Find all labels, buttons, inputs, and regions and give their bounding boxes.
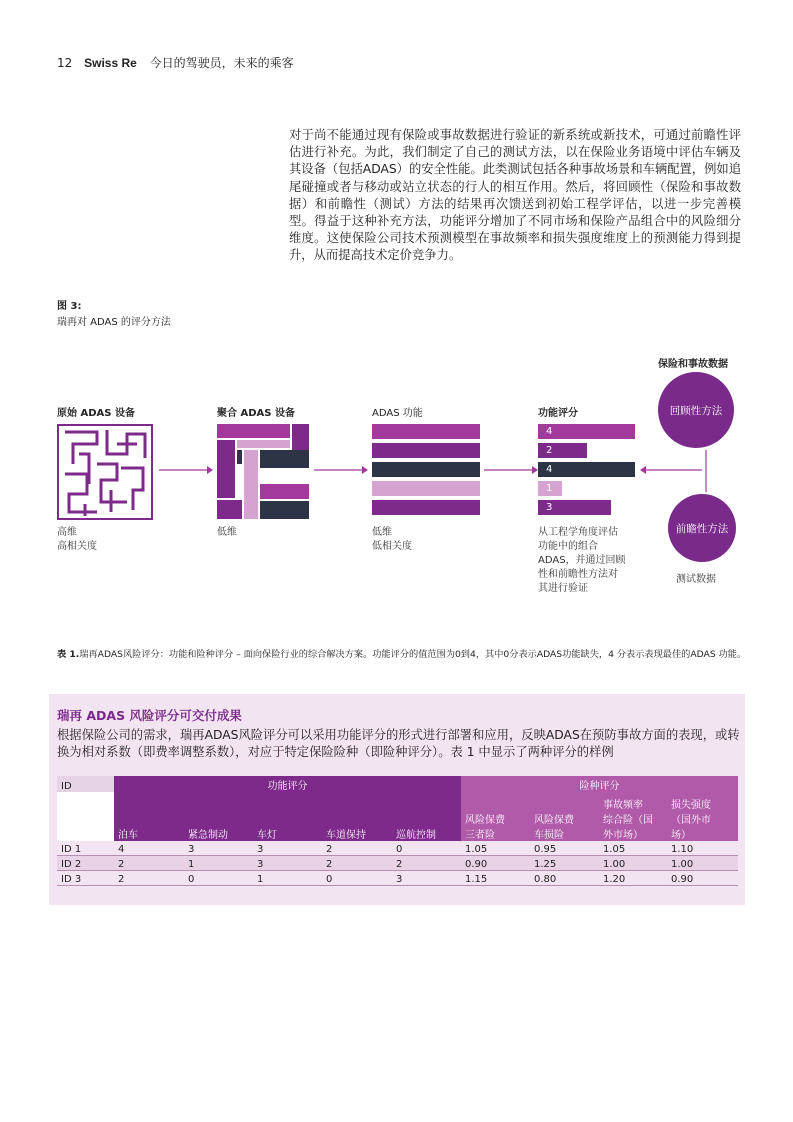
caption-line: 从工程学角度评估	[538, 527, 618, 538]
table-row	[57, 871, 738, 886]
caption-line: ADAS，并通过回顾	[538, 555, 626, 566]
score-bar: 4	[538, 462, 635, 477]
col-head-functions: ADAS 功能	[372, 408, 423, 419]
header-line: 事故频率	[603, 800, 643, 811]
header-line: 风险保费	[465, 815, 505, 826]
header-line: 损失强度	[671, 800, 711, 811]
page-header	[57, 54, 294, 71]
cell: 0.80	[530, 871, 599, 886]
arrow-icon	[310, 460, 370, 480]
cell: 1.10	[667, 841, 738, 856]
cell: 3	[184, 841, 253, 856]
arrow-icon	[155, 460, 215, 480]
cell: 1.20	[599, 871, 667, 886]
cell: 2	[392, 856, 461, 871]
table-note-lead: 表 1.	[57, 649, 80, 660]
cell: 0	[392, 841, 461, 856]
aggregated-blocks-graphic	[217, 424, 309, 519]
cell: 3	[253, 856, 322, 871]
col-head-aggregated: 聚合 ADAS 设备	[217, 408, 295, 419]
id-header: ID	[57, 776, 114, 792]
cell: 0	[322, 871, 392, 886]
risk-score-table	[57, 776, 738, 886]
cell: 0.95	[530, 841, 599, 856]
header-line: 场）	[671, 830, 691, 841]
cell: 2	[322, 856, 392, 871]
arrow-icon	[480, 460, 540, 480]
col-head-raw: 原始 ADAS 设备	[57, 408, 135, 419]
box-title: 瑞再 ADAS 风险评分可交付成果	[57, 708, 242, 723]
header-line: 外市场）	[603, 830, 643, 841]
caption-line: 性和前瞻性方法对	[538, 569, 618, 580]
row-id: ID 1	[57, 841, 114, 856]
col-parking: 泊车	[114, 792, 184, 841]
table-row	[57, 856, 738, 871]
line-score-header: 险种评分	[461, 776, 738, 792]
figure-label: 图 3:	[57, 301, 82, 312]
figure-title: 瑞再对 ADAS 的评分方法	[57, 317, 171, 328]
col-risk-premium-md	[530, 792, 599, 841]
cell: 1.15	[461, 871, 530, 886]
row-id: ID 3	[57, 871, 114, 886]
header-line: 三者险	[465, 830, 495, 841]
score-bar: 3	[538, 500, 611, 515]
caption-scores	[538, 526, 626, 596]
caption-line: 其进行验证	[538, 583, 588, 594]
header-line: （国外市	[671, 815, 711, 826]
function-bars	[372, 424, 480, 515]
col-emergency-braking: 紧急制动	[184, 792, 253, 841]
cell: 1.00	[667, 856, 738, 871]
score-bar: 2	[538, 443, 587, 458]
score-bar: 1	[538, 481, 562, 496]
cell: 3	[392, 871, 461, 886]
caption-aggregated	[217, 526, 237, 540]
table-note-text: 瑞再ADAS风险评分：功能和险种评分 – 面向保险行业的综合解决方案。功能评分的值范围为0到4，其中0分表示ADAS功能缺失，4 分表示表现最佳的ADAS 功能。	[79, 649, 747, 660]
cell: 0.90	[461, 856, 530, 871]
cell: 3	[253, 841, 322, 856]
caption-line: 高维	[57, 527, 77, 538]
cell: 0	[184, 871, 253, 886]
page-number: 12	[57, 56, 73, 70]
cell: 1	[184, 856, 253, 871]
caption-line: 低相关度	[372, 541, 412, 552]
col-severity	[667, 792, 738, 841]
score-bar: 4	[538, 424, 635, 439]
cell: 0.90	[667, 871, 738, 886]
row-id: ID 2	[57, 856, 114, 871]
col-lights: 车灯	[253, 792, 322, 841]
header-line: 风险保费	[534, 815, 574, 826]
caption-raw	[57, 526, 97, 554]
col-risk-premium-tpl	[461, 792, 530, 841]
caption-functions	[372, 526, 412, 554]
maze-icon	[57, 424, 153, 520]
caption-line: 低维	[372, 527, 392, 538]
cell: 2	[114, 856, 184, 871]
cell: 1.05	[599, 841, 667, 856]
cell: 1.00	[599, 856, 667, 871]
caption-line: 高相关度	[57, 541, 97, 552]
brand-name: Swiss Re	[84, 56, 137, 70]
function-bar	[372, 481, 480, 496]
document-title: 今日的驾驶员，未来的乘客	[149, 56, 294, 70]
id-subheader	[57, 792, 114, 841]
caption-line: 低维	[217, 527, 237, 538]
cell: 2	[114, 871, 184, 886]
score-bars	[538, 424, 635, 515]
cell: 1.25	[530, 856, 599, 871]
function-bar	[372, 443, 480, 458]
col-cruise-control: 巡航控制	[392, 792, 461, 841]
box-text: 根据保险公司的需求，瑞再ADAS风险评分可以采用功能评分的形式进行部署和应用，反映ADAS在预防事故方面的表现，或转换为相对系数（即费率调整系数），对应于特定保险险种（即险种评分）。表 1 中显示了两种评分的样例	[57, 728, 740, 759]
test-data-label: 测试数据	[676, 574, 716, 585]
cell: 1.05	[461, 841, 530, 856]
intro-paragraph: 对于尚不能通过现有保险或事故数据进行验证的新系统或新技术，可通过前瞻性评估进行补充。为此，我们制定了自己的测试方法，以在保险业务语境中评估车辆及其设备（包括ADAS）的安全性能。此类测试包括各种事故场景和车辆配置，例如追尾碰撞或者与移动或站立状态的行人的相互作用。然后，将回顾性（保险和事故数据）和前瞻性（测试）方法的结果再次馈送到初始工程学评估，以进一步完善模型。得益于这种补充方法，功能评分增加了不同市场和保险产品组合中的风险细分维度。这使保险公司技术预测模型在事故频率和损失强度维度上的预测能力得到提升，从而提高技术定价竞争力。	[289, 128, 741, 263]
header-line: 综合险（国	[603, 815, 653, 826]
cell: 4	[114, 841, 184, 856]
col-claim-frequency	[599, 792, 667, 841]
col-head-scores: 功能评分	[538, 408, 578, 419]
retrospective-circle: 回顾性方法	[658, 372, 734, 448]
function-bar	[372, 424, 480, 439]
function-bar	[372, 462, 480, 477]
col-lane-keeping: 车道保持	[322, 792, 392, 841]
vertical-connector	[696, 448, 716, 494]
table-row	[57, 841, 738, 856]
function-score-header: 功能评分	[114, 776, 461, 792]
cell: 2	[322, 841, 392, 856]
prospective-circle: 前瞻性方法	[668, 494, 736, 562]
caption-line: 功能中的组合	[538, 541, 598, 552]
table-note	[57, 648, 747, 662]
cell: 1	[253, 871, 322, 886]
header-line: 车损险	[534, 830, 564, 841]
function-bar	[372, 500, 480, 515]
data-head: 保险和事故数据	[658, 359, 728, 370]
